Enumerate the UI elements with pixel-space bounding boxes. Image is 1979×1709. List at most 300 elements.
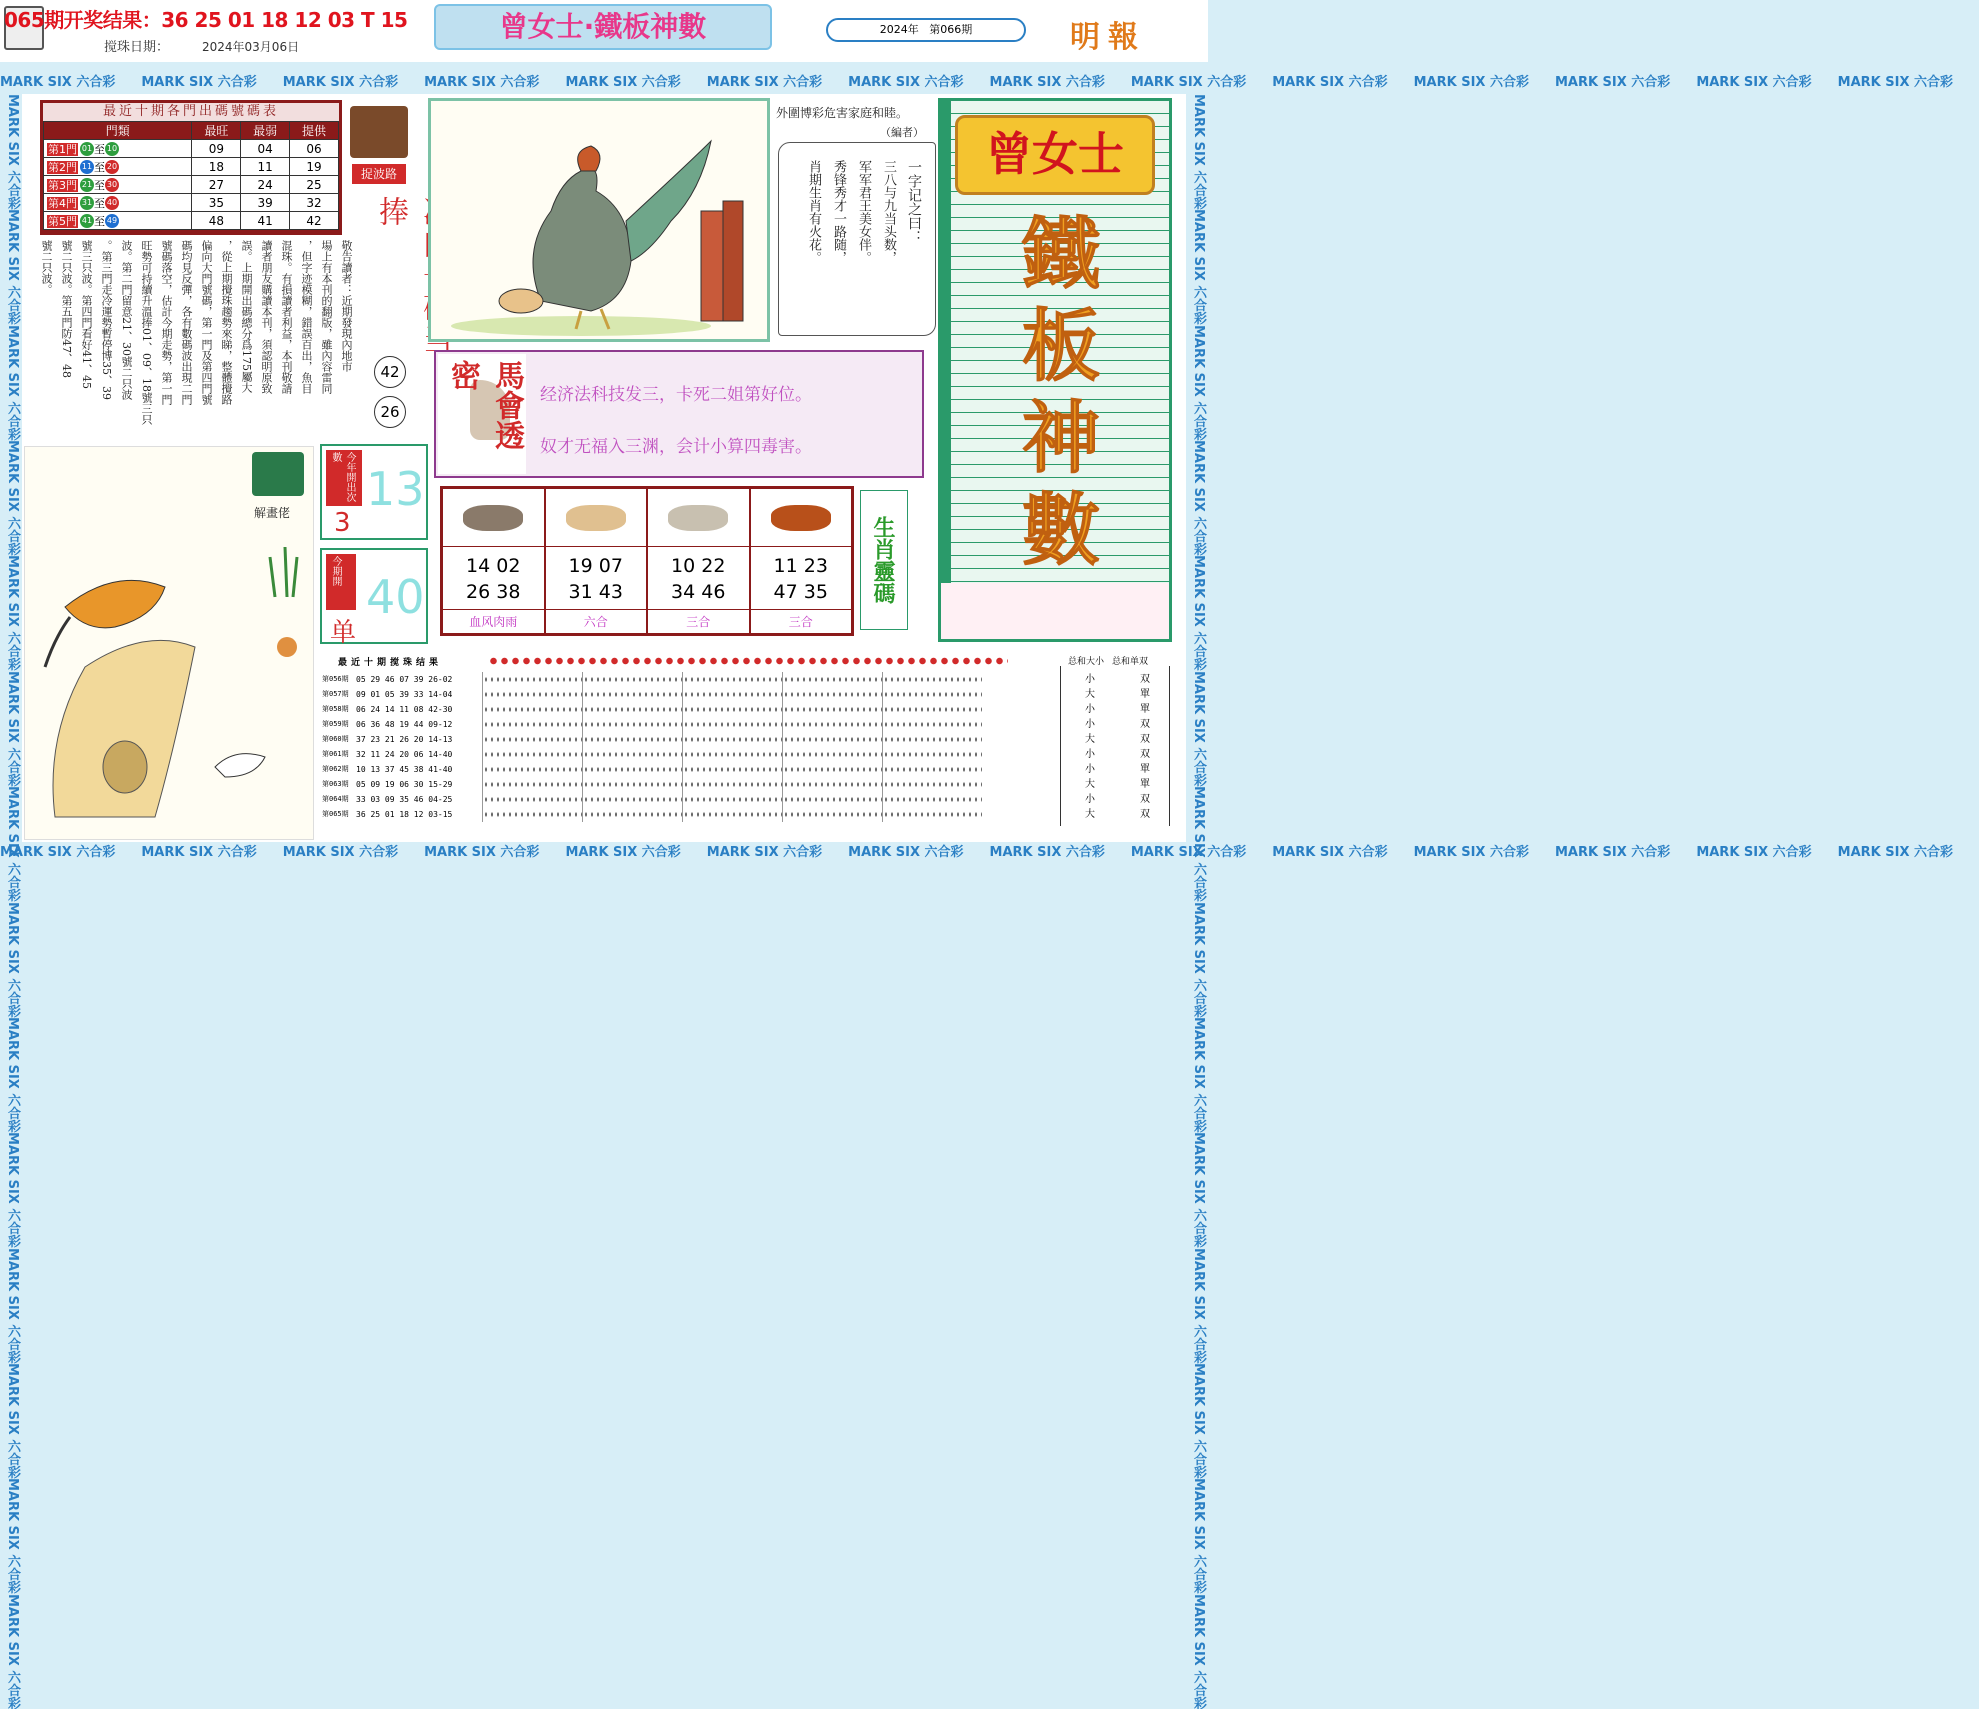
draw-dots: [882, 702, 982, 717]
draw-dots: [782, 792, 882, 807]
draw-row: [322, 702, 1008, 717]
zodiac-numbers: 14 02: [466, 555, 521, 577]
top-border-strip: [0, 72, 1954, 94]
article-column: 號碼落空，估計今期走勢，第一門: [160, 240, 173, 405]
issue: 第066期: [929, 23, 973, 36]
door-hot-cell: 48: [192, 212, 241, 230]
article-column: ，從上期攪珠趨勢來睇，整體攪路: [220, 240, 233, 405]
poem-notice: 外圍博彩危害家庭和睦。: [776, 106, 909, 120]
draw-dots: [582, 777, 682, 792]
sum-size: 小: [1085, 704, 1095, 715]
border-text: MARK SIX 六合彩: [5, 670, 20, 787]
door-label: 第2門: [48, 160, 77, 174]
draw-dots: [782, 732, 882, 747]
door-pick-cell: 42: [290, 212, 339, 230]
article-column: 號二只波。: [40, 240, 53, 295]
zodiac-numbers: 34 46: [671, 581, 726, 603]
draw-row: [322, 717, 1008, 732]
sum-size: 大: [1085, 689, 1095, 700]
article-column: 場上有本刊的翻版，雖內容雷同: [320, 240, 333, 394]
draw-dots: [582, 717, 682, 732]
border-text: MARK SIX 六合彩: [1191, 1132, 1206, 1248]
draw-dots: [482, 747, 582, 762]
sum-size: 小: [1085, 674, 1095, 685]
door-joiner: 至: [94, 142, 105, 156]
article-column: 混珠。有損讀者利益，本刊敬請: [280, 240, 293, 394]
draw-row: [322, 807, 1008, 822]
zodiac-numbers: 31 43: [568, 581, 623, 603]
border-text: MARK SIX 六合彩: [989, 75, 1105, 90]
border-text: MARK SIX 六合彩: [5, 555, 20, 671]
sum-size: 大: [1085, 809, 1095, 820]
draw-numbers: 32 11 24 20 06 14-40: [356, 750, 453, 759]
border-text: MARK SIX 六合彩: [5, 94, 20, 210]
poem-line: 秀锋秀才一路随，: [831, 160, 846, 264]
draw-dots: [482, 762, 582, 777]
door-cold-cell: 04: [241, 140, 290, 158]
ball-to: 10: [105, 142, 119, 156]
door-joiner: 至: [94, 214, 105, 228]
draw-dots: [682, 747, 782, 762]
door-hot-cell: 09: [192, 140, 241, 158]
result-line: 065期开奖结果：36 25 01 18 12 03 T 15: [4, 8, 408, 32]
draw-dots: [882, 807, 982, 822]
banner-title: 曾女士·鐵板神數: [434, 4, 772, 50]
draw-dots: [782, 747, 882, 762]
border-text: MARK SIX 六合彩: [5, 1362, 20, 1479]
border-text: MARK SIX 六合彩: [282, 75, 399, 90]
sum-row: [1060, 762, 1170, 777]
draw-dots: [682, 732, 782, 747]
sum-parity: 單: [1140, 779, 1150, 790]
draw-issue: 第058期: [322, 705, 349, 713]
catch-road-label: 捉波路: [352, 164, 406, 184]
door-cold-cell: 11: [241, 158, 290, 176]
draw-issue: 第059期: [322, 720, 349, 728]
door-table-header: 最旺: [192, 122, 241, 140]
border-text: MARK SIX 六合彩: [1272, 845, 1388, 860]
border-text: MARK SIX 六合彩: [565, 75, 681, 90]
door-table-row: [44, 158, 339, 176]
article-column: 旺勢可持續升溫捧01、09、18號三只: [140, 240, 153, 425]
draw-numbers: 37 23 21 26 20 14-13: [356, 735, 453, 744]
draw-dots: [882, 672, 982, 687]
dog-icon: [566, 505, 626, 531]
zodiac-tag: 血风肉雨: [443, 609, 544, 633]
draw-dots: [582, 792, 682, 807]
border-text: MARK SIX 六合彩: [5, 324, 20, 441]
draw-row: [322, 672, 1008, 687]
door-table-row: [44, 140, 339, 158]
draw-dots: [682, 807, 782, 822]
ball-from: 01: [80, 142, 94, 156]
draw-dots: [682, 777, 782, 792]
header-bar: [0, 0, 1208, 62]
sum-size: 大: [1085, 779, 1095, 790]
border-text: MARK SIX 六合彩: [1191, 555, 1206, 671]
poem-intro: 一字记之曰：: [906, 160, 922, 244]
border-text: MARK SIX 六合彩: [1413, 75, 1529, 90]
border-text: MARK SIX 六合彩: [565, 845, 681, 860]
sum-row: [1060, 807, 1170, 822]
border-text: MARK SIX 六合彩: [1191, 440, 1206, 556]
open-label: 今期開: [330, 556, 341, 586]
draw-row: [322, 687, 1008, 702]
draw-dots: [682, 702, 782, 717]
door-table: [43, 121, 339, 230]
zodiac-tag: 六合: [546, 609, 647, 633]
sum-row: [1060, 672, 1170, 687]
door-label: 第5門: [48, 214, 77, 228]
border-text: MARK SIX 六合彩: [1130, 845, 1247, 860]
article-column: ，但字迹模糊，錯誤百出，魚目: [300, 240, 313, 394]
border-text: MARK SIX 六合彩: [1191, 901, 1206, 1017]
article-column: 讀者朋友購讀本刊，須認明原致: [260, 240, 273, 394]
draw-dots: [782, 777, 882, 792]
door-joiner: 至: [94, 196, 105, 210]
door-pick-cell: 32: [290, 194, 339, 212]
door-table-row: [44, 176, 339, 194]
door-hot-cell: 18: [192, 158, 241, 176]
big-title: [981, 209, 1141, 577]
door-label: 第4門: [48, 196, 77, 210]
article-column: 波。第二門留意21、30號二只波: [120, 240, 133, 400]
big-title-char: 數: [1021, 485, 1100, 576]
draw-row: [322, 777, 1008, 792]
brand-plaque: [955, 115, 1155, 195]
right-panel: [938, 98, 1172, 642]
border-text: MARK SIX 六合彩: [1191, 786, 1206, 902]
zodiac-cell: [545, 488, 648, 634]
border-text: MARK SIX 六合彩: [141, 845, 257, 860]
article-column: 敬告讀者：近期發現內地市: [340, 240, 353, 372]
sum-box: [1012, 654, 1186, 836]
horse-club-title: 馬會透密: [445, 360, 524, 450]
sum-parity: 双: [1140, 794, 1150, 805]
border-text: MARK SIX 六合彩: [1191, 670, 1206, 787]
poem-line: 肖期生肖有火花。: [806, 160, 821, 264]
ball-from: 41: [80, 214, 94, 228]
draw-numbers: 36 25 01 18 12 03-15: [356, 810, 453, 819]
sum-parity: 双: [1140, 809, 1150, 820]
door-joiner: 至: [94, 178, 105, 192]
article-column: 號二只波。第五門防47、48: [60, 240, 73, 378]
horse-club-line-1: 经济法科技发三，卡死二姐第好位。: [540, 385, 812, 405]
draw-dots: [682, 717, 782, 732]
cold-number-title: 捧: [373, 196, 408, 228]
door-cold-cell: 24: [241, 176, 290, 194]
poem-line: 三八与九当头数，: [881, 160, 896, 264]
draw-dots: [882, 777, 982, 792]
sum-size: 大: [1085, 734, 1095, 745]
article-column: 碼均見反彈，各有數碼波出現二門: [180, 240, 193, 405]
zodiac-numbers: 10 22: [671, 555, 726, 577]
door-pick-cell: 25: [290, 176, 339, 194]
draw-numbers: 10 13 37 45 38 41-40: [356, 765, 453, 774]
draw-dots: [582, 762, 682, 777]
ball-to: 30: [105, 178, 119, 192]
border-text: MARK SIX 六合彩: [1837, 845, 1954, 860]
zodiac-cell: [647, 488, 750, 634]
border-text: MARK SIX 六合彩: [141, 75, 257, 90]
draw-date-label: 搅珠日期：: [104, 40, 170, 55]
sum-parity: 單: [1140, 764, 1150, 775]
door-table-header: 提供: [290, 122, 339, 140]
draw-dots: [782, 702, 882, 717]
draw-date: 2024年03月06日: [202, 40, 300, 54]
ball-to: 49: [105, 214, 119, 228]
sum-parity: 双: [1140, 719, 1150, 730]
border-text: MARK SIX 六合彩: [1696, 845, 1812, 860]
article-column: 。第三門走冷運勢暫停博35、39: [100, 240, 113, 400]
border-text: MARK SIX 六合彩: [848, 845, 964, 860]
door-pick-cell: 06: [290, 140, 339, 158]
border-text: MARK SIX 六合彩: [1191, 1016, 1206, 1133]
recent-draws-title: 最近十期搅珠结果: [338, 657, 443, 668]
draw-dots: [782, 687, 882, 702]
draw-dots: [882, 747, 982, 762]
cold-number-1: 42: [374, 356, 406, 388]
door-table-row: [44, 212, 339, 230]
door-hot-cell: 27: [192, 176, 241, 194]
draw-dots: [882, 792, 982, 807]
border-text: MARK SIX 六合彩: [5, 786, 20, 902]
draw-dots: [482, 672, 582, 687]
zodiac-tag: 三合: [648, 609, 749, 633]
appear-label: 今年開出次數: [330, 452, 355, 502]
border-text: MARK SIX 六合彩: [0, 845, 116, 860]
sum-row: [1060, 777, 1170, 792]
border-text: MARK SIX 六合彩: [1554, 75, 1671, 90]
ball-to: 40: [105, 196, 119, 210]
border-text: MARK SIX 六合彩: [5, 1478, 20, 1594]
draw-dots: [882, 687, 982, 702]
zodiac-numbers: 26 38: [466, 581, 521, 603]
draw-dots: [682, 762, 782, 777]
draw-dots: [782, 672, 882, 687]
recent-draws: [322, 654, 1008, 834]
door-joiner: 至: [94, 160, 105, 174]
draw-issue: 第057期: [322, 690, 349, 698]
border-text: MARK SIX 六合彩: [1696, 75, 1812, 90]
border-text: MARK SIX 六合彩: [706, 75, 823, 90]
border-text: MARK SIX 六合彩: [282, 845, 399, 860]
border-text: MARK SIX 六合彩: [989, 845, 1105, 860]
ball-from: 31: [80, 196, 94, 210]
draw-numbers: 09 01 05 39 33 14-04: [356, 690, 453, 699]
draw-dots: [482, 807, 582, 822]
draw-dots: [482, 717, 582, 732]
draw-dots: [682, 672, 782, 687]
door-table-title: 最近十期各門出碼號碼表: [43, 103, 339, 121]
rooster-picture: [428, 98, 770, 342]
border-text: MARK SIX 六合彩: [5, 1016, 20, 1133]
draw-issue: 第064期: [322, 795, 349, 803]
draw-issue: 第061期: [322, 750, 349, 758]
sum-size: 小: [1085, 764, 1095, 775]
draw-dots: [482, 792, 582, 807]
open-box: [320, 548, 428, 648]
border-text: MARK SIX 六合彩: [1130, 75, 1247, 90]
brand-logo: 明報: [1070, 20, 1146, 55]
goat-icon: [668, 505, 728, 531]
draw-issue: 第056期: [322, 675, 349, 683]
appear-box: [320, 444, 428, 540]
zodiac-cell: [750, 488, 853, 634]
article-column: 偏向大門號碼，第一門及第四門號: [200, 240, 213, 405]
border-text: MARK SIX 六合彩: [5, 440, 20, 556]
big-title-char: 鐵: [1021, 209, 1100, 300]
draw-dots: [882, 732, 982, 747]
draw-dots: [582, 702, 682, 717]
horse-club-line-2: 奴才无福入三渊，会计小算四毒害。: [540, 437, 812, 457]
draw-row: [322, 732, 1008, 747]
border-text: MARK SIX 六合彩: [424, 845, 540, 860]
ball-to: 20: [105, 160, 119, 174]
border-text: MARK SIX 六合彩: [5, 901, 20, 1017]
horse-icon: [771, 505, 831, 531]
draw-row: [322, 792, 1008, 807]
door-range-cell: [44, 194, 192, 212]
border-text: MARK SIX 六合彩: [1554, 845, 1671, 860]
draw-dots: [782, 807, 882, 822]
draw-issue: 第060期: [322, 735, 349, 743]
draw-numbers: 06 36 48 19 44 09-12: [356, 720, 453, 729]
zodiac-numbers: 11 23: [773, 555, 828, 577]
cold-number-2: 26: [374, 396, 406, 428]
border-text: MARK SIX 六合彩: [1413, 845, 1529, 860]
sum-parity: 單: [1140, 689, 1150, 700]
sum-parity: 双: [1140, 734, 1150, 745]
zodiac-cell: [442, 488, 545, 634]
draw-dots: [482, 777, 582, 792]
draw-numbers: 05 09 19 06 30 15-29: [356, 780, 453, 789]
draw-dots: [582, 747, 682, 762]
rabbit-icon: [463, 505, 523, 531]
number-balls-header: [488, 657, 1008, 665]
sum-size: 小: [1085, 749, 1095, 760]
border-text: MARK SIX 六合彩: [1191, 1247, 1206, 1363]
article: [40, 240, 356, 440]
border-text: MARK SIX 六合彩: [1191, 324, 1206, 441]
border-text: MARK SIX 六合彩: [706, 845, 823, 860]
door-table-header: 門類: [44, 122, 192, 140]
poem-editor: （編者）: [880, 126, 924, 139]
door-cold-cell: 41: [241, 212, 290, 230]
draw-dots: [482, 687, 582, 702]
sum-parity-label: 总和单双: [1112, 657, 1149, 667]
appear-big: 13: [366, 462, 425, 516]
border-text: MARK SIX 六合彩: [5, 209, 20, 325]
draw-dots: [582, 687, 682, 702]
open-big: 40: [366, 570, 425, 624]
article-column: 誤。上期開出碼總分爲175屬大: [240, 240, 253, 393]
poem-line: 军军君王美女伴。: [856, 160, 871, 264]
door-table-row: [44, 194, 339, 212]
draw-row: [322, 747, 1008, 762]
door-label: 第3門: [48, 178, 77, 192]
draw-dots: [582, 672, 682, 687]
draw-dots: [682, 687, 782, 702]
door-range-cell: [44, 176, 192, 194]
sum-row: [1060, 687, 1170, 702]
border-text: MARK SIX 六合彩: [0, 75, 116, 90]
draw-issue: 第065期: [322, 810, 349, 818]
sum-size-label: 总和大小: [1068, 657, 1105, 667]
draw-dots: [882, 717, 982, 732]
door-cold-cell: 39: [241, 194, 290, 212]
border-text: MARK SIX 六合彩: [5, 1132, 20, 1248]
border-text: MARK SIX 六合彩: [5, 1593, 20, 1709]
sum-row: [1060, 747, 1170, 762]
draw-dots: [782, 717, 882, 732]
bottom-border-strip: [0, 842, 1954, 864]
article-column: 號三只波。第四門看好41、45: [80, 240, 93, 389]
border-text: MARK SIX 六合彩: [1191, 1362, 1206, 1479]
brand-name: 曾女士: [986, 127, 1124, 181]
draw-dots: [482, 732, 582, 747]
right-panel-side: [941, 101, 951, 639]
border-text: MARK SIX 六合彩: [1191, 1478, 1206, 1594]
door-hot-cell: 35: [192, 194, 241, 212]
sum-parity: 双: [1140, 749, 1150, 760]
zodiac-numbers: 47 35: [773, 581, 828, 603]
border-text: MARK SIX 六合彩: [1191, 94, 1206, 210]
border-text: MARK SIX 六合彩: [1837, 75, 1954, 90]
sum-parity: 双: [1140, 674, 1150, 685]
draw-issue: 第063期: [322, 780, 349, 788]
poem-body: [784, 160, 924, 330]
issue-pill: [826, 18, 1026, 42]
zodiac-side-label: 生肖靈碼: [860, 490, 908, 630]
door-table-box: [40, 100, 342, 235]
ball-from: 21: [80, 178, 94, 192]
door-table-header: 最弱: [241, 122, 290, 140]
door-range-cell: [44, 140, 192, 158]
rooster-illustration: [431, 101, 767, 339]
right-panel-footer: [941, 583, 1169, 639]
draw-dots: [582, 732, 682, 747]
border-text: MARK SIX 六合彩: [424, 75, 540, 90]
border-text: MARK SIX 六合彩: [1272, 75, 1388, 90]
draw-dots: [782, 762, 882, 777]
draw-dots: [682, 792, 782, 807]
draw-numbers: 05 29 46 07 39 26-02: [356, 675, 453, 684]
sum-size: 小: [1085, 794, 1095, 805]
sum-row: [1060, 702, 1170, 717]
draw-issue: 第062期: [322, 765, 349, 773]
border-text: MARK SIX 六合彩: [848, 75, 964, 90]
left-border-strip: [0, 94, 22, 1709]
sum-parity: 單: [1140, 704, 1150, 715]
sum-row: [1060, 792, 1170, 807]
open-parity: 单: [330, 618, 357, 648]
right-border-strip: [1186, 94, 1208, 1709]
draw-dots: [482, 702, 582, 717]
draw-numbers: 06 24 14 11 08 42-30: [356, 705, 453, 714]
door-label: 第1門: [48, 142, 77, 156]
sum-row: [1060, 732, 1170, 747]
picture-solve-label: 解畫佬: [254, 506, 291, 520]
border-text: MARK SIX 六合彩: [1191, 1593, 1206, 1709]
sum-size: 小: [1085, 719, 1095, 730]
door-range-cell: [44, 158, 192, 176]
big-title-char: 板: [1021, 301, 1100, 392]
ball-from: 11: [80, 160, 94, 174]
draw-numbers: 33 03 09 35 46 04-25: [356, 795, 453, 804]
draw-dots: [882, 762, 982, 777]
door-pick-cell: 19: [290, 158, 339, 176]
